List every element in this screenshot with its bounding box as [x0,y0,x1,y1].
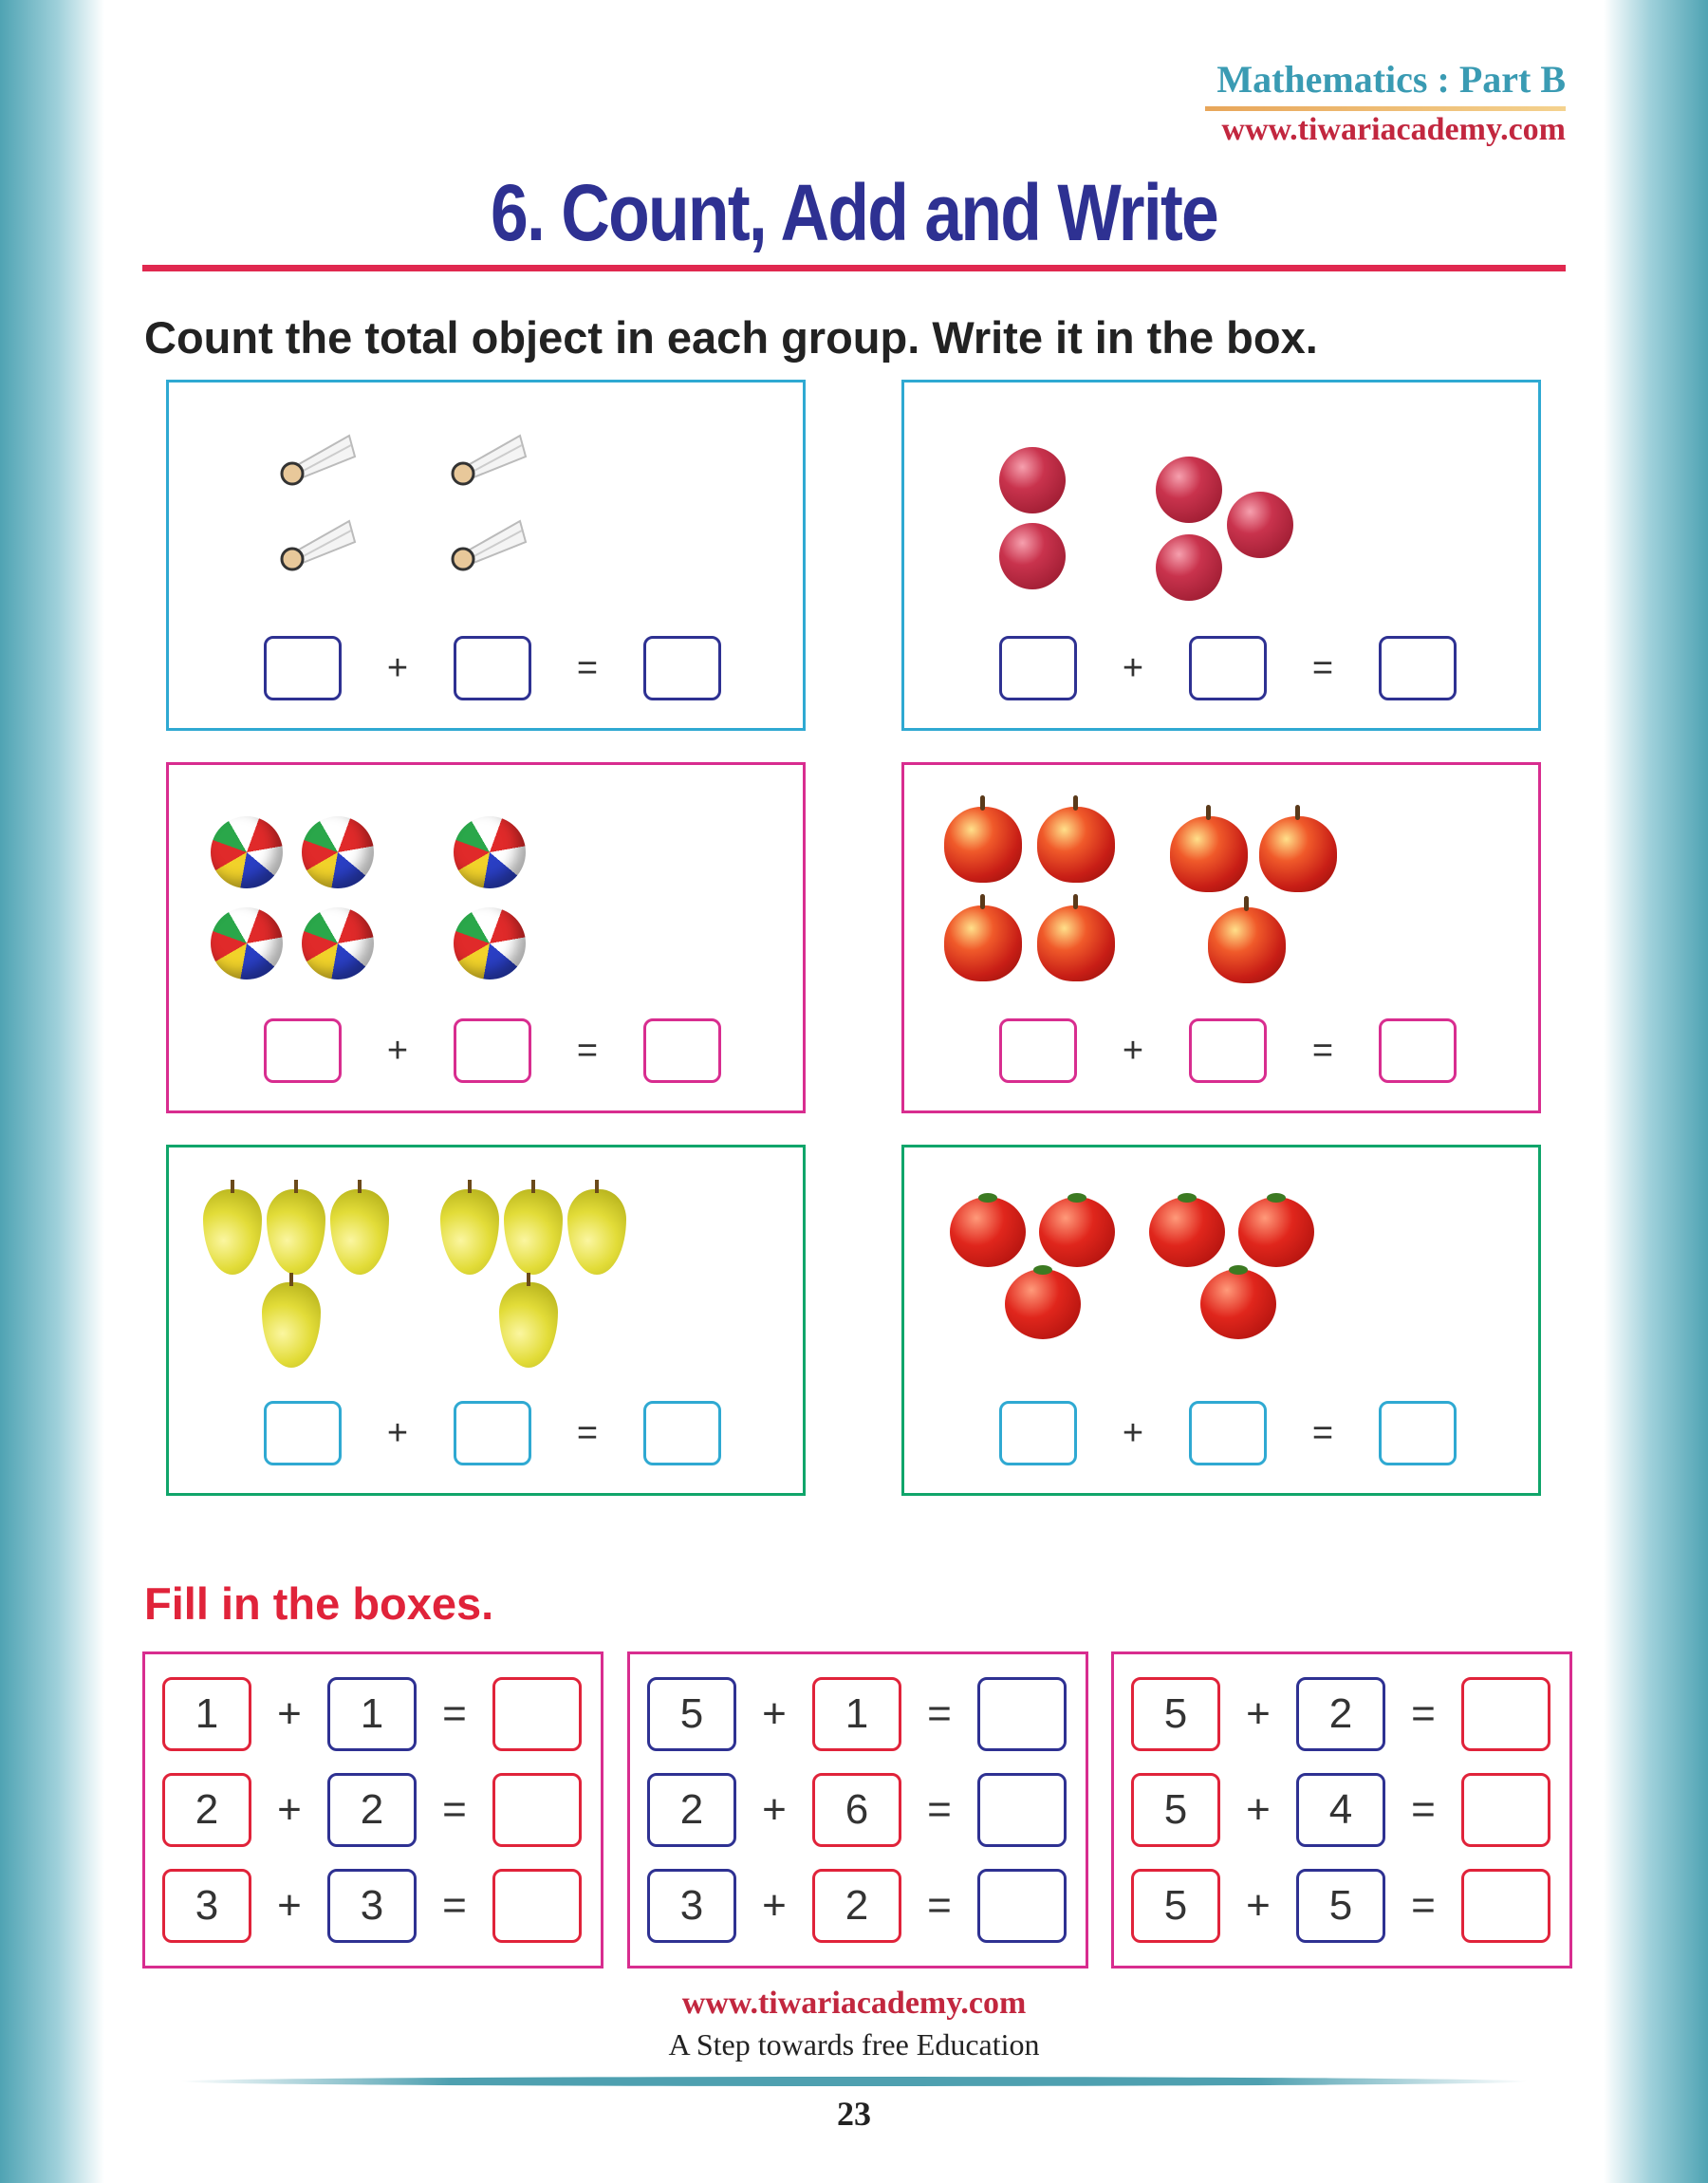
addend-box: 2 [327,1773,417,1847]
beach-ball-icon [302,816,374,888]
equals-sign: = [576,1030,599,1071]
left-edge-decoration [0,0,104,2183]
equals-sign: = [927,1690,952,1737]
cricket-ball-icon [999,523,1066,589]
shuttlecock-icon [273,504,359,580]
addend-box: 3 [647,1869,736,1943]
plus-sign: + [762,1690,787,1737]
answer-box[interactable] [1189,1018,1267,1083]
cricket-ball-icon [1156,457,1222,523]
pear-icon [499,1282,558,1368]
addend-box: 5 [1131,1869,1220,1943]
sum-answer-box[interactable] [492,1869,582,1943]
answer-box[interactable] [1379,1401,1457,1465]
equation-row [264,1017,721,1085]
section2-instruction: Fill in the boxes. [144,1578,494,1629]
beach-ball-icon [454,816,526,888]
equals-sign: = [1411,1690,1436,1737]
answer-box[interactable] [264,1018,342,1083]
tomato-icon [1200,1269,1276,1339]
pear-icon [203,1189,262,1275]
sum-answer-box[interactable] [977,1869,1067,1943]
equals-sign: = [576,1412,599,1453]
addend-box: 2 [647,1773,736,1847]
sum-answer-box[interactable] [977,1773,1067,1847]
sum-answer-box[interactable] [492,1773,582,1847]
equation-row [264,634,721,702]
fill-column-3 [1111,1651,1572,1968]
fill-row [1131,1676,1550,1752]
pear-icon [440,1189,499,1275]
plus-sign: + [277,1786,302,1833]
equals-sign: = [1311,647,1334,688]
fill-row [647,1772,1067,1848]
fill-row [1131,1772,1550,1848]
equals-sign: = [1311,1412,1334,1453]
equals-sign: = [927,1786,952,1833]
plus-sign: + [277,1882,302,1929]
tomato-icon [950,1197,1026,1267]
addend-box: 5 [1131,1677,1220,1751]
equals-sign: = [1411,1882,1436,1929]
apple-icon [1208,907,1286,983]
addend-box: 3 [327,1869,417,1943]
plus-sign: + [762,1882,787,1929]
header-underline [1205,106,1566,111]
footer-tagline: A Step towards free Education [668,2027,1040,2062]
fill-row [162,1868,582,1944]
plus-sign: + [1122,1030,1144,1071]
tomato-icon [1039,1197,1115,1267]
apple-icon [1170,816,1248,892]
plus-sign: + [1246,1690,1271,1737]
apple-icon [944,807,1022,883]
addend-box: 5 [1296,1869,1385,1943]
equation-row [999,634,1457,702]
answer-box[interactable] [454,1401,531,1465]
sum-answer-box[interactable] [1461,1773,1550,1847]
fill-row [647,1868,1067,1944]
beach-ball-icon [454,907,526,980]
section1-instruction: Count the total object in each group. Write it in the box. [144,312,1318,363]
beach-ball-icon [211,907,283,980]
answer-box[interactable] [1189,1401,1267,1465]
addend-box: 1 [327,1677,417,1751]
answer-box[interactable] [643,1018,721,1083]
sum-answer-box[interactable] [492,1677,582,1751]
panel-beach-balls [166,762,806,1113]
fill-column-2 [627,1651,1088,1968]
pear-icon [567,1189,626,1275]
addend-box: 5 [1131,1773,1220,1847]
cricket-ball-icon [1156,534,1222,601]
equals-sign: = [927,1882,952,1929]
answer-box[interactable] [999,636,1077,700]
answer-box[interactable] [999,1018,1077,1083]
shuttlecock-icon [273,419,359,494]
equation-row [999,1017,1457,1085]
answer-box[interactable] [264,636,342,700]
panel-tomatoes [901,1145,1541,1496]
answer-box[interactable] [454,636,531,700]
pear-icon [267,1189,325,1275]
panel-pears [166,1145,806,1496]
answer-box[interactable] [1379,1018,1457,1083]
sum-answer-box[interactable] [977,1677,1067,1751]
right-edge-decoration [1604,0,1708,2183]
answer-box[interactable] [1379,636,1457,700]
header-subject: Mathematics : Part B [1216,58,1566,101]
tomato-icon [1238,1197,1314,1267]
answer-box[interactable] [999,1401,1077,1465]
equation-row [999,1399,1457,1467]
equals-sign: = [1311,1030,1334,1071]
plus-sign: + [1122,1412,1144,1453]
addend-box: 6 [812,1773,901,1847]
answer-box[interactable] [643,636,721,700]
answer-box[interactable] [454,1018,531,1083]
plus-sign: + [386,1412,409,1453]
plus-sign: + [1122,647,1144,688]
tomato-icon [1005,1269,1081,1339]
answer-box[interactable] [1189,636,1267,700]
footer-url[interactable]: www.tiwariacademy.com [681,1986,1027,2021]
addend-box: 3 [162,1869,251,1943]
addend-box: 2 [1296,1677,1385,1751]
cricket-ball-icon [1227,492,1293,558]
addend-box: 4 [1296,1773,1385,1847]
panel-cricket-balls [901,380,1541,731]
cricket-ball-icon [999,447,1066,513]
equals-sign: = [576,647,599,688]
addend-box: 2 [162,1773,251,1847]
page-title: 6. Count, Add and Write [490,168,1218,257]
fill-row [162,1772,582,1848]
plus-sign: + [386,1030,409,1071]
answer-box[interactable] [264,1401,342,1465]
addend-box: 1 [812,1677,901,1751]
fill-row [162,1676,582,1752]
equals-sign: = [442,1690,467,1737]
beach-ball-icon [302,907,374,980]
pear-icon [262,1282,321,1368]
pear-icon [330,1189,389,1275]
pear-icon [504,1189,563,1275]
title-rule [142,265,1566,271]
equals-sign: = [1411,1786,1436,1833]
page-number: 23 [837,2095,871,2133]
plus-sign: + [1246,1882,1271,1929]
shuttlecock-icon [444,504,529,580]
apple-icon [944,905,1022,981]
addend-box: 2 [812,1869,901,1943]
fill-row [1131,1868,1550,1944]
apple-icon [1037,807,1115,883]
panel-apples [901,762,1541,1113]
plus-sign: + [1246,1786,1271,1833]
sum-answer-box[interactable] [1461,1869,1550,1943]
apple-icon [1037,905,1115,981]
plus-sign: + [762,1786,787,1833]
equation-row [264,1399,721,1467]
sum-answer-box[interactable] [1461,1677,1550,1751]
footer-rule [180,2077,1528,2086]
addend-box: 5 [647,1677,736,1751]
addend-box: 1 [162,1677,251,1751]
answer-box[interactable] [643,1401,721,1465]
equals-sign: = [442,1786,467,1833]
beach-ball-icon [211,816,283,888]
header-url: www.tiwariacademy.com [1221,112,1566,147]
shuttlecock-icon [444,419,529,494]
panel-shuttlecocks [166,380,806,731]
fill-row [647,1676,1067,1752]
fill-column-1 [142,1651,603,1968]
plus-sign: + [386,647,409,688]
apple-icon [1259,816,1337,892]
tomato-icon [1149,1197,1225,1267]
equals-sign: = [442,1882,467,1929]
plus-sign: + [277,1690,302,1737]
